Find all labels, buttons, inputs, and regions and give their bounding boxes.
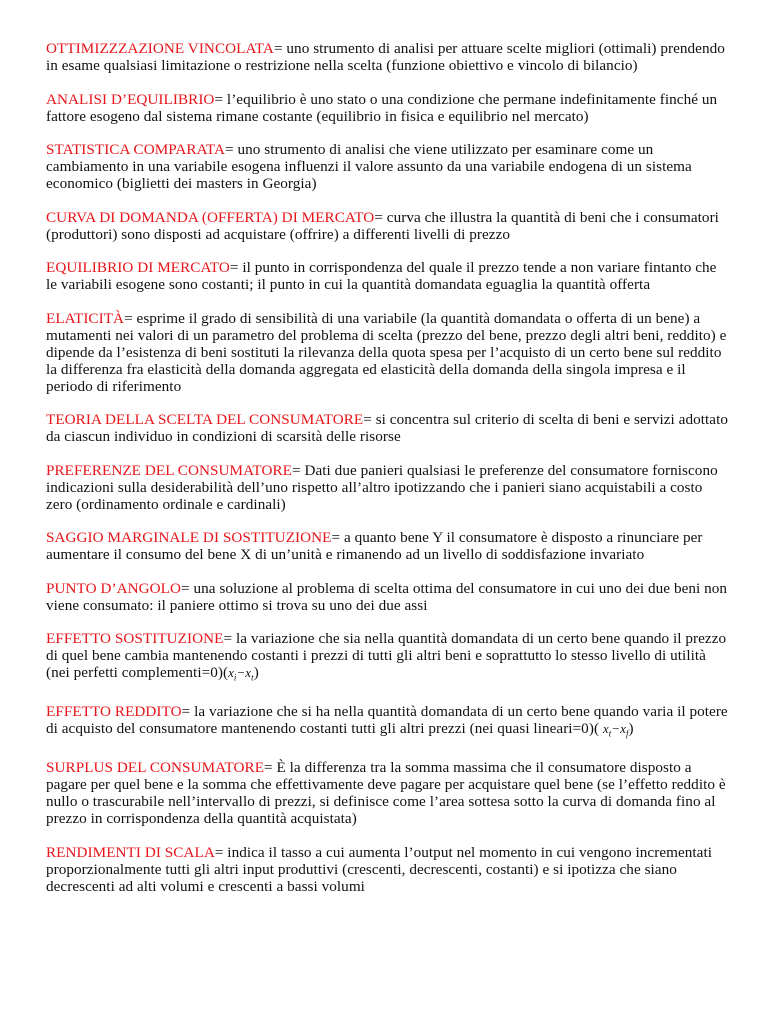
definition-text: = la variazione che si ha nella quantità domandata di un certo bene quando varia il potere di acquisto del consumatore mantenendo costanti tutti gli altri prezzi (nei quasi lineari=0)( [46,703,728,738]
definition-text: = a quanto bene Y il consumatore è disposto a rinunciare per aumentare il consumo del bene X di un’unità e rimanendo ad un livello di soddisfazione invariato [46,529,703,563]
term-label: EFFETTO REDDITO [46,703,182,721]
definition-text: = Dati due panieri qualsiasi le preferenze del consumatore forniscono indicazioni sulla desiderabilità dell’uno rispetto all’altro ipotizzando che i panieri siano acquistabili a costo zero (ordinamento ordinale e cardinali) [46,461,718,513]
definition-text: = esprime il grado di sensibilità di una variabile (la quantità domandata o offerta di un bene) a mutamenti nei valori di un parametro del problema di scelta (prezzo del bene, prezzo degli altri beni, reddito) e dipende da l’esistenza di beni sostituti la rilevanza della quota spesa per l’acquisto di un certo bene sul reddito la differenza fra elasticità della domanda aggregata ed elasticità della domanda della singola impresa e il periodo di riferimento [46,309,727,395]
term-label: SAGGIO MARGINALE DI SOSTITUZIONE [46,529,332,546]
term-label: ANALISI D’EQUILIBRIO [46,90,215,108]
definition-text: = la variazione che sia nella quantità domandata di un certo bene quando il prezzo di quel bene cambia mantenendo costanti i prezzi di tutti gli altri beni e soprattutto lo stesso livello di utilità (nei perfetti complementi=0)( [46,630,727,681]
definition-effetto-reddito [46,703,730,743]
definition-text-end: ) [253,664,259,681]
math-formula: $x_i-x_t$ [228,665,254,683]
term-label: PREFERENZE DEL CONSUMATORE [46,461,293,479]
definition-curva-domanda [46,209,730,243]
definition-text: = una soluzione al problema di scelta ottima del consumatore in cui uno dei due beni non viene consumato: il paniere ottimo si trova su uno dei due assi [46,579,728,614]
term-label: OTTIMIZZZAZIONE VINCOLATA [46,40,274,57]
term-label: EQUILIBRIO DI MERCATO [46,259,230,276]
term-label: RENDIMENTI DI SCALA [46,843,215,861]
term-label: ELATICITÀ [46,309,125,327]
definition-text: = indica il tasso a cui aumenta l’output nel momento in cui vengono incrementati proporzionalmente tutti gli altri input produttivi (crescenti, decrescenti, costanti) e si ipotizza che siano decrescenti ad alti volumi e crescenti a bassi volumi [46,843,713,895]
definition-analisi-equilibrio [46,91,730,125]
term-label: CURVA DI DOMANDA (OFFERTA) DI MERCATO [46,208,375,226]
term-label: SURPLUS DEL CONSUMATORE [46,759,265,777]
definition-statistica-comparata [46,141,730,192]
definition-text: = curva che illustra la quantità di beni che i consumatori (produttori) sono disposti ad acquistare (offrire) a differenti livelli di prezzo [46,208,719,243]
term-label: PUNTO D’ANGOLO [46,579,181,597]
term-label: TEORIA DELLA SCELTA DEL CONSUMATORE [46,411,364,428]
definition-text: = È la differenza tra la somma massima che il consumatore disposto a pagare per quel bene e la somma che effettivamente deve pagare per acquistare quel bene (se l’effetto reddito è nullo o trascurabile nell’intervallo di prezzi, si definisce come l’area sottesa sotto la curva di domanda fino al prezzo in corrispondenza della quantità acquistata) [46,759,726,828]
definition-punto-angolo [46,580,730,614]
term-label: EFFETTO SOSTITUZIONE [46,630,224,647]
definition-text: = si concentra sul criterio di scelta di beni e servizi adottato da ciascun individuo in condizioni di scarsità delle risorse [46,411,728,445]
definition-text: = uno strumento di analisi per attuare scelte migliori (ottimali) prendendo in esame qualsiasi limitazione o restrizione nella scelta (funzione obiettivo e vincolo di bilancio) [46,40,725,74]
definition-text: = il punto in corrispondenza del quale il prezzo tende a non variare fintanto che le variabili esogene sono costanti; il punto in cui la quantità domandata eguaglia la quantità offerta [46,259,717,293]
definition-elasticita [46,310,730,395]
definition-effetto-sostituzione [46,630,730,687]
definition-teoria-scelta [46,411,730,445]
math-formula: $x_t-x_f$ [602,721,629,739]
term-label: STATISTICA COMPARATA [46,141,226,158]
definition-surplus [46,759,730,827]
definition-preferenze [46,462,730,513]
document-page [46,40,730,911]
definition-saggio-marginale [46,529,730,563]
definition-rendimenti-scala [46,844,730,895]
definition-ottimizzazione-vincolata [46,40,730,74]
definition-text-end: ) [628,720,634,738]
definition-text: = uno strumento di analisi che viene utilizzato per esaminare come un cambiamento in una variabile esogena influenzi il valore assunto da una variabile endogena di un sistema economico (biglietti dei masters in Georgia) [46,141,692,192]
definition-equilibrio-mercato [46,259,730,293]
definition-text: = l’equilibrio è uno stato o una condizione che permane indefinitamente finché un fattore esogeno dal sistema rimane costante (equilibrio in fisica e equilibrio nel mercato) [46,90,718,125]
